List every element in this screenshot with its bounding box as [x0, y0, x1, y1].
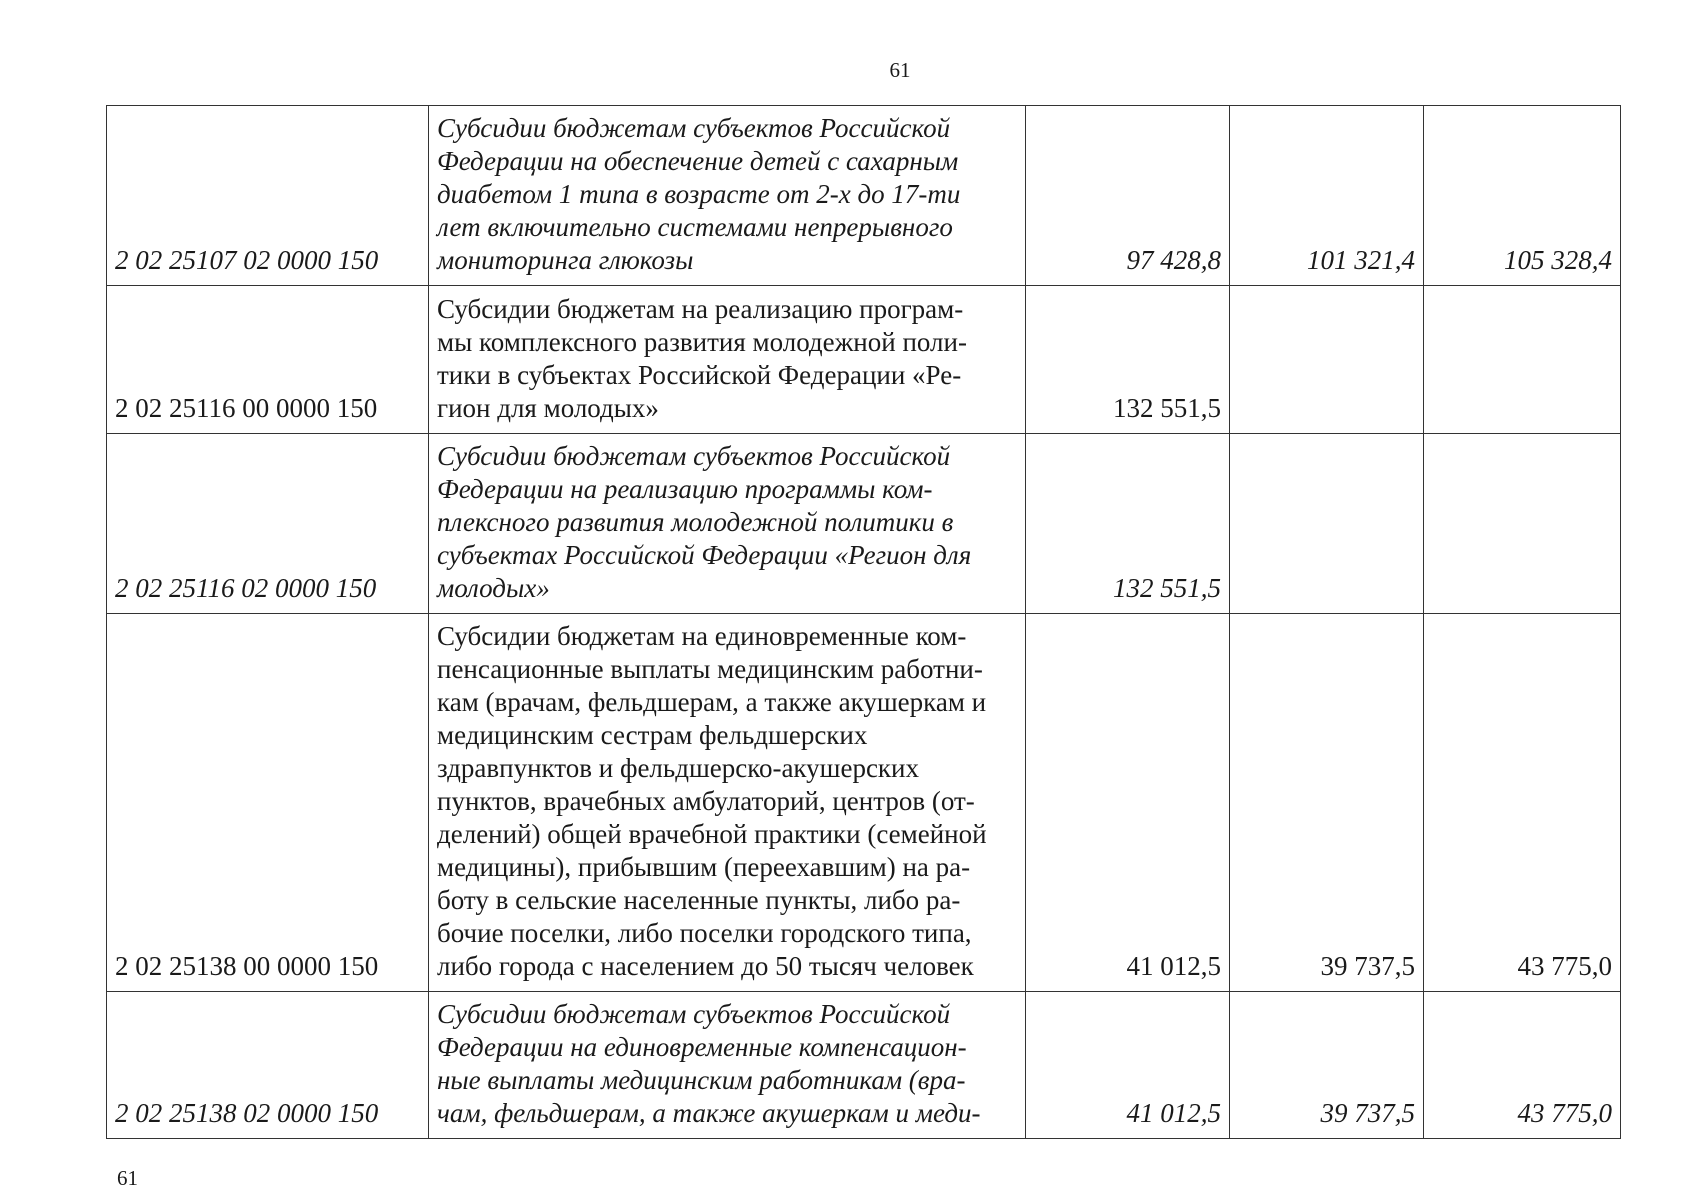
table-row: [107, 106, 1621, 286]
description-line: Федерации на единовременные компенсацион-: [437, 1032, 967, 1062]
amount-year-3-cell: [1424, 434, 1621, 614]
amount-year-3-cell: [1424, 286, 1621, 434]
page-number-top: 61: [889, 58, 911, 82]
description-line: мы комплексного развития молодежной поли-: [437, 327, 967, 357]
description-line: субъектах Российской Федерации «Регион для: [437, 540, 972, 570]
description-line: здравпунктов и фельдшерско-акушерских: [437, 753, 919, 783]
description-cell: [429, 434, 1026, 614]
amount-year-2-cell: [1230, 434, 1424, 614]
amount-year-3-cell: 43 775,0: [1424, 992, 1621, 1139]
description-line: Субсидии бюджетам на единовременные ком-: [437, 621, 967, 651]
table-row: [107, 286, 1621, 434]
description-line: медицины), прибывшим (переехавшим) на ра-: [437, 852, 971, 882]
description-line: боту в сельские населенные пункты, либо ра-: [437, 885, 961, 915]
description-line: диабетом 1 типа в возрасте от 2-х до 17-ти: [437, 179, 961, 209]
budget-code-cell: 2 02 25107 02 0000 150: [107, 106, 429, 286]
description-line: Федерации на реализацию программы ком-: [437, 474, 933, 504]
description-cell: [429, 992, 1026, 1139]
amount-year-1-cell: 132 551,5: [1026, 434, 1230, 614]
amount-year-3-cell: 43 775,0: [1424, 614, 1621, 992]
budget-code-cell: 2 02 25138 02 0000 150: [107, 992, 429, 1139]
budget-code-cell: 2 02 25116 00 0000 150: [107, 286, 429, 434]
table-row: [107, 614, 1621, 992]
amount-year-2-cell: 101 321,4: [1230, 106, 1424, 286]
description-line: молодых»: [437, 573, 550, 603]
description-line: Субсидии бюджетам субъектов Российской: [437, 113, 951, 143]
description-line: мониторинга глюкозы: [437, 245, 694, 275]
amount-year-2-cell: 39 737,5: [1230, 614, 1424, 992]
amount-year-1-cell: 41 012,5: [1026, 614, 1230, 992]
budget-table: [106, 105, 1621, 1139]
table-row: [107, 434, 1621, 614]
description-line: пенсационные выплаты медицинским работни-: [437, 654, 983, 684]
description-line: делений) общей врачебной практики (семейной: [437, 819, 987, 849]
amount-year-2-cell: [1230, 286, 1424, 434]
page-number-bottom: 61: [117, 1166, 138, 1190]
description-cell: [429, 286, 1026, 434]
description-line: медицинским сестрам фельдшерских: [437, 720, 868, 750]
description-line: Федерации на обеспечение детей с сахарным: [437, 146, 959, 176]
description-line: Субсидии бюджетам на реализацию програм-: [437, 294, 964, 324]
description-line: Субсидии бюджетам субъектов Российской: [437, 441, 951, 471]
description-line: тики в субъектах Российской Федерации «Ре-: [437, 360, 962, 390]
description-line: чам, фельдшерам, а также акушеркам и меди-: [437, 1098, 981, 1128]
description-line: гион для молодых»: [437, 393, 659, 423]
description-cell: [429, 614, 1026, 992]
description-line: лет включительно системами непрерывного: [437, 212, 953, 242]
description-line: кам (врачам, фельдшерам, а также акушеркам и: [437, 687, 987, 717]
budget-code-cell: 2 02 25116 02 0000 150: [107, 434, 429, 614]
amount-year-3-cell: 105 328,4: [1424, 106, 1621, 286]
description-line: плексного развития молодежной политики в: [437, 507, 954, 537]
description-line: Субсидии бюджетам субъектов Российской: [437, 999, 951, 1029]
description-cell: [429, 106, 1026, 286]
amount-year-1-cell: 97 428,8: [1026, 106, 1230, 286]
table-row: [107, 992, 1621, 1139]
description-line: бочие поселки, либо поселки городского типа,: [437, 918, 972, 948]
budget-code-cell: 2 02 25138 00 0000 150: [107, 614, 429, 992]
amount-year-2-cell: 39 737,5: [1230, 992, 1424, 1139]
amount-year-1-cell: 132 551,5: [1026, 286, 1230, 434]
amount-year-1-cell: 41 012,5: [1026, 992, 1230, 1139]
description-line: ные выплаты медицинским работникам (вра-: [437, 1065, 966, 1095]
description-line: пунктов, врачебных амбулаторий, центров (от-: [437, 786, 975, 816]
description-line: либо города с населением до 50 тысяч человек: [437, 951, 974, 981]
